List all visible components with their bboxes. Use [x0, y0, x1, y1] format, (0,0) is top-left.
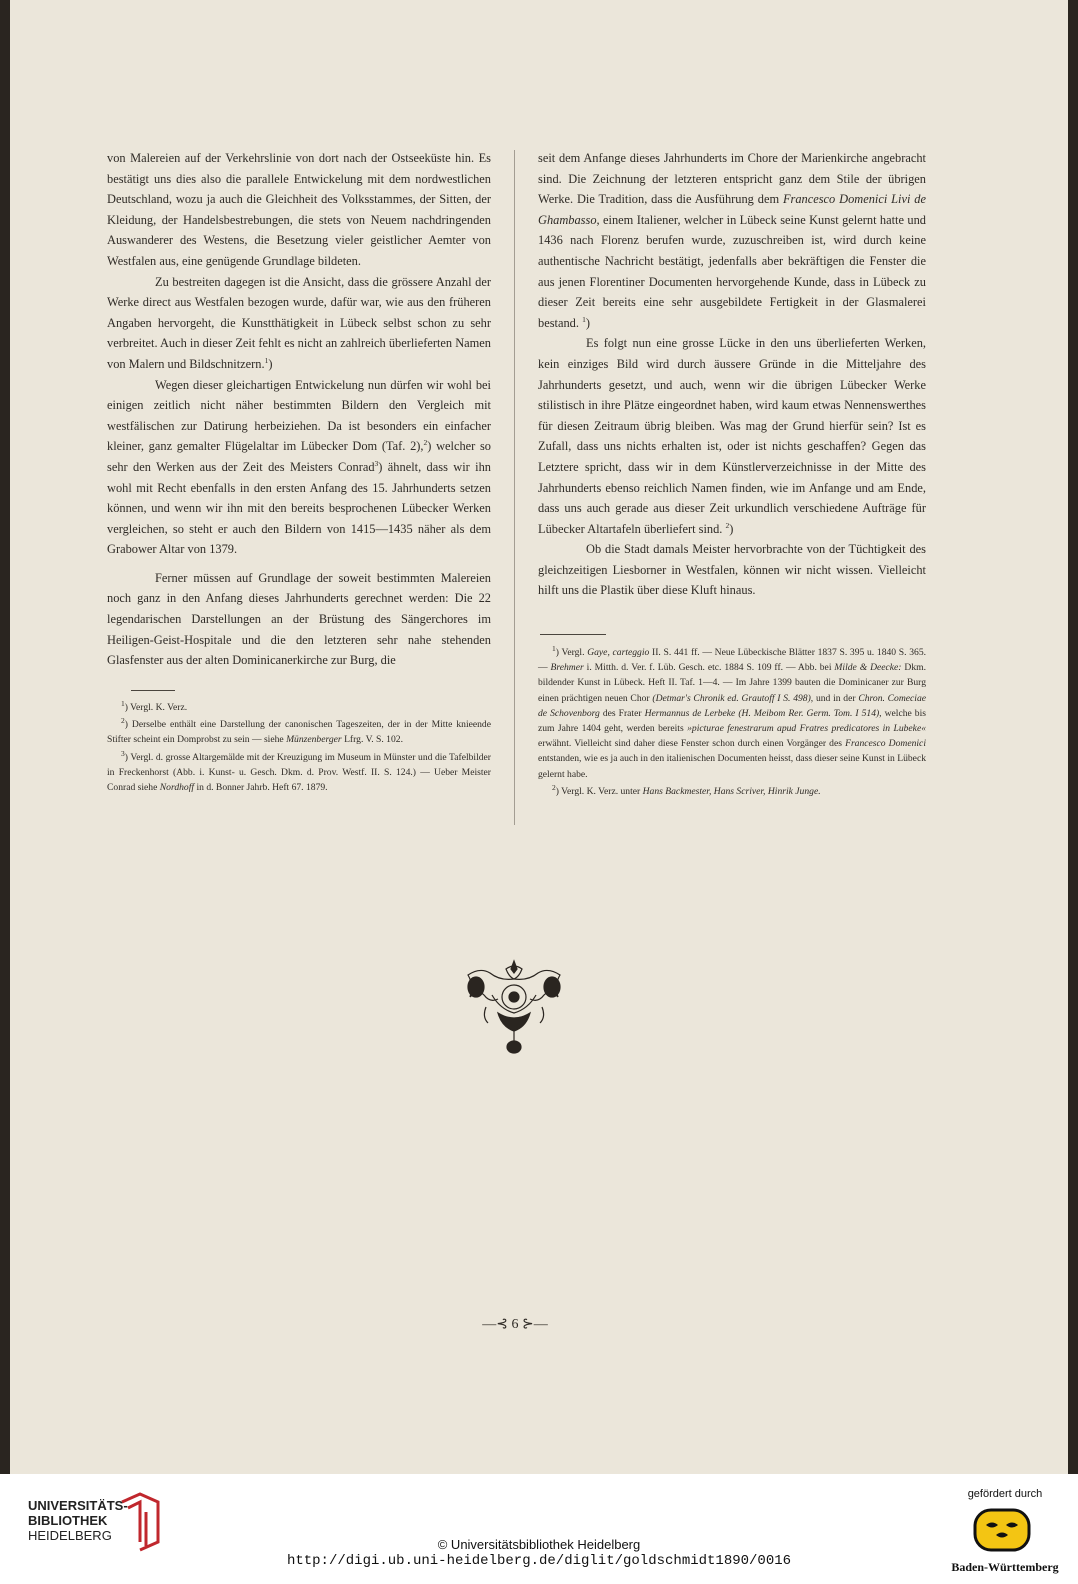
fn-r2-names: Hans Backmester, Hans Scriver, Hinrik Junge. [642, 785, 821, 797]
footnote-r1: $^1$) Vergl. Gaye, carteggio II. S. 441 ff. — Neue Lübeckische Blätter 1837 S. 395 u. 1840 S. 365. — Brehmer i. Mitth. d. Ver. f. Lüb. Gesch. etc. 1884 S. 109 ff. — Abb. bei Milde & Deecke: Dkm. bildender Kunst in Lübeck. Heft II. Taf. 1—4. — Im Jahre 1399 bauten die Dominicaner zur Burg einen prächtigen neuen Chor (Detmar's Chronik ed. Grautoff I S. 498), und in der Chron. Comeciae de Schovenborg des Frater Hermannus de Lerbeke (H. Meibom Rer. Germ. Tom. I 514), welche bis zum Jahre 1404 geht, werden bereits »picturae fenestrarum apud Fratres predicatores in Lubeke« erwähnt. Vielleicht sind daher diese Fenster schon durch einen Vorgänger des Francesco Domenici entstanden, wie es ja auch in den italienischen Documenten heisst, dass dieser seine Kunst in Lübeck gelernt habe. [538, 643, 927, 780]
fn-r1-c: i. Mitth. d. Ver. f. Lüb. Gesch. etc. 1884 S. 109 ff. — Abb. bei [583, 662, 835, 674]
footnote-ref: 2 [423, 438, 428, 448]
footnote-3-text-end: in d. Bonner Jahrb. Heft 67. 1879. [194, 782, 328, 794]
footnote-2-text: Derselbe enthält eine Darstellung der canonischen Tageszeiten, der in der Mitte knieende Stifter scheint ein Domprobst zu sein — siehe [107, 719, 491, 746]
left-paragraph-4: Ferner müssen auf Grundlage der soweit bestimmten Malereien noch ganz in den Anfang dieses Jahrhunderts gerechnet werden: Die 22 legendarischen Darstellungen an der Brüstung des Sängerchores im Heiligen-Geist-Hospitale und die den letzteren sehr nahe stehenden Glasfenster aus der alten Dominicanerkirche zur Burg, die [107, 570, 491, 668]
footnote-number: 2 [552, 782, 556, 792]
library-name-line-3: HEIDELBERG [28, 1528, 112, 1543]
library-name-line-1: UNIVERSITÄTS- [28, 1498, 128, 1513]
left-footnotes [107, 700, 491, 797]
fn-r1-h: erwähnt. Vielleicht sind daher diese Fenster schon durch einen Vorgänger des [538, 738, 846, 750]
footnote-1-text: Vergl. K. Verz. [130, 702, 188, 713]
library-name-line-2: BIBLIOTHEK [28, 1513, 108, 1528]
fn-r1-f: des Frater [599, 707, 645, 719]
footnote-3: $^3$) Vergl. d. grosse Altargemälde mit der Kreuzigung im Museum in Münster und die Tafelbilder in Freckenhorst (Abb. i. Kunst- u. Gesch. Dkm. d. Prov. Westf. II. S. 124.) — Ueber Meister Conrad siehe Nordhoff in d. Bonner Jahrb. Heft 67. 1879. [107, 748, 491, 794]
footnote-r2: $^2$) Vergl. K. Verz. unter Hans Backmester, Hans Scriver, Hinrik Junge. [552, 782, 821, 797]
artist-name: Francesco Domenici Livi de Ghambasso, [538, 192, 926, 227]
scan-left-edge [0, 0, 10, 1474]
footnote-divider-right [540, 634, 606, 635]
fn-r1-i: entstanden, wie es ja auch in den italienischen Documenten heisst, dass dieser seine Kunst in Lübeck gelernt habe. [538, 753, 926, 780]
left-paragraph-3-text-c: ähnelt, dass wir ihn wohl mit Recht ebenfalls in den ersten Anfang des 15. Jahrhunderts setzen können, und wenn wir ihn mit den bereits besprochenen Lübecker Werken vergleichen, so steht er auch den Bildern von 1415—1435 näher als dem Grabower Altar von 1379. [107, 459, 492, 557]
footnote-3-text: Vergl. d. grosse Altargemälde mit der Kreuzigung im Museum in Münster und die Tafelbilder in Freckenhorst (Abb. i. Kunst- u. Gesch. Dkm. d. Prov. Westf. II. S. 124.) — Ueber Meister Conrad siehe [107, 751, 491, 794]
right-paragraph-1: seit dem Anfange dieses Jahrhunderts im Chore der Marienkirche angebracht sind. Die Zeichnung der letzteren entspricht ganz dem Stile der übrigen Werke. Die Tradition, dass die Ausführung dem Francesco Domenici Livi de Ghambasso, einem Italiener, welcher in Lübeck seine Kunst gelernt hatte und 1436 nach Florenz berufen wurde, zuzuschreiben ist, wird durch keine authentische Nachricht bestätigt, jedenfalls aber bekräftigen die Fenster die aus jenen Florentiner Documenten hervorgehende Kunde, dass in Lübeck zu dieser Zeit bereits eine sehr ausgebildete Fertigkeit in der Glasmalerei bestand. $^1$) [538, 151, 926, 330]
fn-r1-i8: Francesco Domenici [845, 738, 926, 750]
fn-r1-a: Vergl. [561, 647, 588, 658]
fn-r1-i7: »picturae fenestrarum apud Fratres predicatores in Lubeke« [687, 723, 926, 735]
right-paragraph-3: Ob die Stadt damals Meister hervorbrachte von der Tüchtigkeit des gleichzeitigen Liesborner in Westfalen, können wir nicht wissen. Vielleicht hilft uns die Plastik über diese Kluft hinaus. [538, 542, 926, 598]
footnote-ref: 1 [264, 355, 269, 365]
fn-r2-a: Vergl. K. Verz. unter [561, 785, 643, 797]
footnote-3-author: Nordhoff [159, 782, 195, 794]
ornament-vignette-icon [458, 955, 570, 1055]
state-name: Baden-Württemberg [951, 1560, 1059, 1574]
footnote-number: 1 [121, 698, 125, 708]
right-footnotes [538, 645, 926, 801]
copyright-notice: © Universitätsbibliothek Heidelberg [437, 1537, 641, 1552]
baden-wuerttemberg-coat-of-arms-icon [972, 1507, 1032, 1557]
fn-r1-b: II. S. 441 ff. — Neue Lübeckische Blätter 1837 S. 395 u. 1840 S. 365. — [538, 647, 927, 674]
left-column [107, 148, 491, 671]
footnote-ref: 3 [374, 458, 379, 468]
fn-r1-g: welche bis zum Jahre 1404 geht, werden bereits [538, 707, 926, 735]
fn-r1-i5: Chron. Comeciae de Schovenborg [538, 692, 927, 719]
footnote-number: 1 [552, 643, 556, 653]
fn-r1-d: Dkm. bildender Kunst in Lübeck. Heft II. Taf. 1—4. — Im Jahre 1399 bauten die Dominicaner zur Burg einen prächtigen neuen Chor [538, 662, 927, 704]
left-paragraph-3: Wegen dieser gleichartigen Entwickelung nun dürfen wir wohl bei einigen zeitlich nicht näher bestimmten Bildern den Vergleich mit westfälischen zur Datirung herbeiziehen. Da ist besonders ein einfacher kleiner, ganz gemalter Flügelaltar im Lübecker Dom (Taf. 2),$^2$) welcher so sehr den Werken aus der Zeit des Meisters Conrad$^3$) ähnelt, dass wir ihn wohl mit Recht ebenfalls in den ersten Anfang des 15. Jahrhunderts setzen können, und wenn wir ihn mit den bereits besprochenen Lübecker Werken vergleichen, so steht er auch den Bildern von 1415—1435 näher als dem Grabower Altar von 1379. [107, 377, 492, 557]
right-paragraph-1-text-b: einem Italiener, welcher in Lübeck seine Kunst gelernt hatte und 1436 nach Florenz berufen wurde, zuzuschreiben ist, wird durch keine authentische Nachricht bestätigt, jedenfalls aber bekräftigen die Fenster die aus jenen Florentiner Documenten hervorgehende Kunde, dass in Lübeck zu dieser Zeit bereits eine sehr ausgebildete Fertigkeit in der Glasmalerei bestand. [538, 212, 926, 330]
fn-r1-i4: (Detmar's Chronik ed. Grautoff I S. 498), [652, 692, 814, 704]
right-column [538, 148, 926, 601]
funded-by-label: gefördert durch [967, 1488, 1043, 1500]
footnote-ref: 2 [725, 520, 730, 530]
left-paragraph-2: Zu bestreiten dagegen ist die Ansicht, dass die grössere Anzahl der Werke direct aus Westfalen bezogen wurde, dafür war, wie aus den früheren Angaben hervorgeht, die Kunstthätigkeit in Lübeck selbst schon zu sehr verbreitet. Auch in dieser Zeit fehlt es nicht an zahlreich überlieferten Namen von Malern und Bildschnitzern.$^1$) [107, 274, 491, 371]
fn-r1-i2: Brehmer [550, 662, 584, 674]
left-paragraph-2-text: Zu bestreiten dagegen ist die Ansicht, dass die grössere Anzahl der Werke direct aus Westfalen bezogen wurde, dafür war, wie aus den früheren Angaben hervorgeht, die Kunstthätigkeit in Lübeck selbst schon zu sehr verbreitet. Auch in dieser Zeit fehlt es nicht an zahlreich überlieferten Namen von Malern und Bildschnitzern. [107, 274, 491, 371]
permalink-url[interactable]: http://digi.ub.uni-heidelberg.de/diglit/goldschmidt1890/0016 [286, 1553, 792, 1569]
footnote-number: 2 [121, 716, 125, 726]
scan-right-edge [1068, 0, 1078, 1474]
footnote-number: 3 [121, 748, 125, 758]
right-paragraph-2-text: Es folgt nun eine grosse Lücke in den uns überlieferten Werken, kein einziges Bild wird durch äussere Gründe in die Mitteljahre des Jahrhunderts gesetzt, und auch, wenn wir die übrigen Lübecker Werke stilistisch in ihre Plätze eingeordnet haben, wird kaum etwas Nennenswerthes für diesen Zeitraum übrig bleiben. Was mag der Grund hierfür sein? Ist es Zufall, dass uns nichts erhalten ist, oder ist nichts geschaffen? Gegen das Letztere spricht, dass wir in dem Künstlerverzeichnisse in der Mitte des Jahrhunderts ebenso reichlich Namen finden, wie im Anfange und am Ende, dass uns auch gerade aus dieser Zeit urkundlich verschiedene Aufträge für Lübecker Altartafeln überliefert sind. [538, 336, 926, 536]
footnote-2-author: Münzenberger [286, 734, 342, 746]
column-divider [514, 150, 515, 825]
fn-r1-i1: Gaye, carteggio [587, 647, 650, 658]
left-paragraph-3-text-b: welcher so sehr den Werken aus der Zeit des Meisters Conrad [107, 439, 491, 474]
footnote-2-text-end: Lfrg. V. S. 102. [341, 734, 403, 746]
footnote-1: $^1$) Vergl. K. Verz. [121, 698, 188, 713]
footnote-ref: 1 [582, 314, 586, 324]
left-paragraph-1: von Malereien auf der Verkehrslinie von dort nach der Ostseeküste hin. Es bestätigt uns dies also die parallele Entwickelung mit dem nordwestlichen Deutschland, wozu ja auch die Gleichheit des Volksstammes, der Sitten, der Kleidung, der Handelsbestrebungen, die stets von Neuem nachdringenden Auswanderer des Westens, die Besetzung vieler geistlicher Aemter von Westfalen aus, eine genügende Grundlage bildeten. [107, 151, 491, 268]
fn-r1-i3: Milde & Deecke: [834, 662, 902, 674]
fn-r1-e: und in der [813, 692, 859, 704]
left-paragraph-3-text-a: Wegen dieser gleichartigen Entwickelung nun dürfen wir wohl bei einigen zeitlich nicht näher bestimmten Bildern den Vergleich mit westfälischen zur Datirung herbeiziehen. Da ist besonders ein einfacher kleiner, ganz gemalter Flügelaltar im Lübecker Dom (Taf. 2), [107, 377, 491, 454]
footnote-2: $^2$) Derselbe enthält eine Darstellung der canonischen Tageszeiten, der in der Mitte knieende Stifter scheint ein Domprobst zu sein — siehe Münzenberger Lfrg. V. S. 102. [107, 716, 491, 746]
right-paragraph-1-text: seit dem Anfange dieses Jahrhunderts im Chore der Marienkirche angebracht sind. Die Zeichnung der letzteren entspricht ganz dem Stile der übrigen Werke. Die Tradition, dass die Ausführung dem [538, 151, 926, 207]
footnote-divider-left [131, 690, 175, 691]
page-number: —⊰ 6 ⊱— [482, 1317, 548, 1332]
right-paragraph-2: Es folgt nun eine grosse Lücke in den uns überlieferten Werken, kein einziges Bild wird durch äussere Gründe in die Mitteljahre des Jahrhunderts gesetzt, und auch, wenn wir die übrigen Lübecker Werke stilistisch in ihre Plätze eingeordnet haben, wird kaum etwas Nennenswerthes für diesen Zeitraum übrig bleiben. Was mag der Grund hierfür sein? Ist es Zufall, dass uns nichts erhalten ist, oder ist nichts geschaffen? Gegen das Letztere spricht, dass wir in dem Künstlerverzeichnisse in der Mitte des Jahrhunderts ebenso reichlich Namen finden, wie im Anfange und am Ende, dass uns auch gerade aus dieser Zeit urkundlich verschiedene Aufträge für Lübecker Altartafeln überliefert sind. $^2$) [538, 336, 926, 536]
fn-r1-i6: Hermannus de Lerbeke (H. Meibom Rer. Germ. Tom. I 514), [644, 707, 882, 719]
